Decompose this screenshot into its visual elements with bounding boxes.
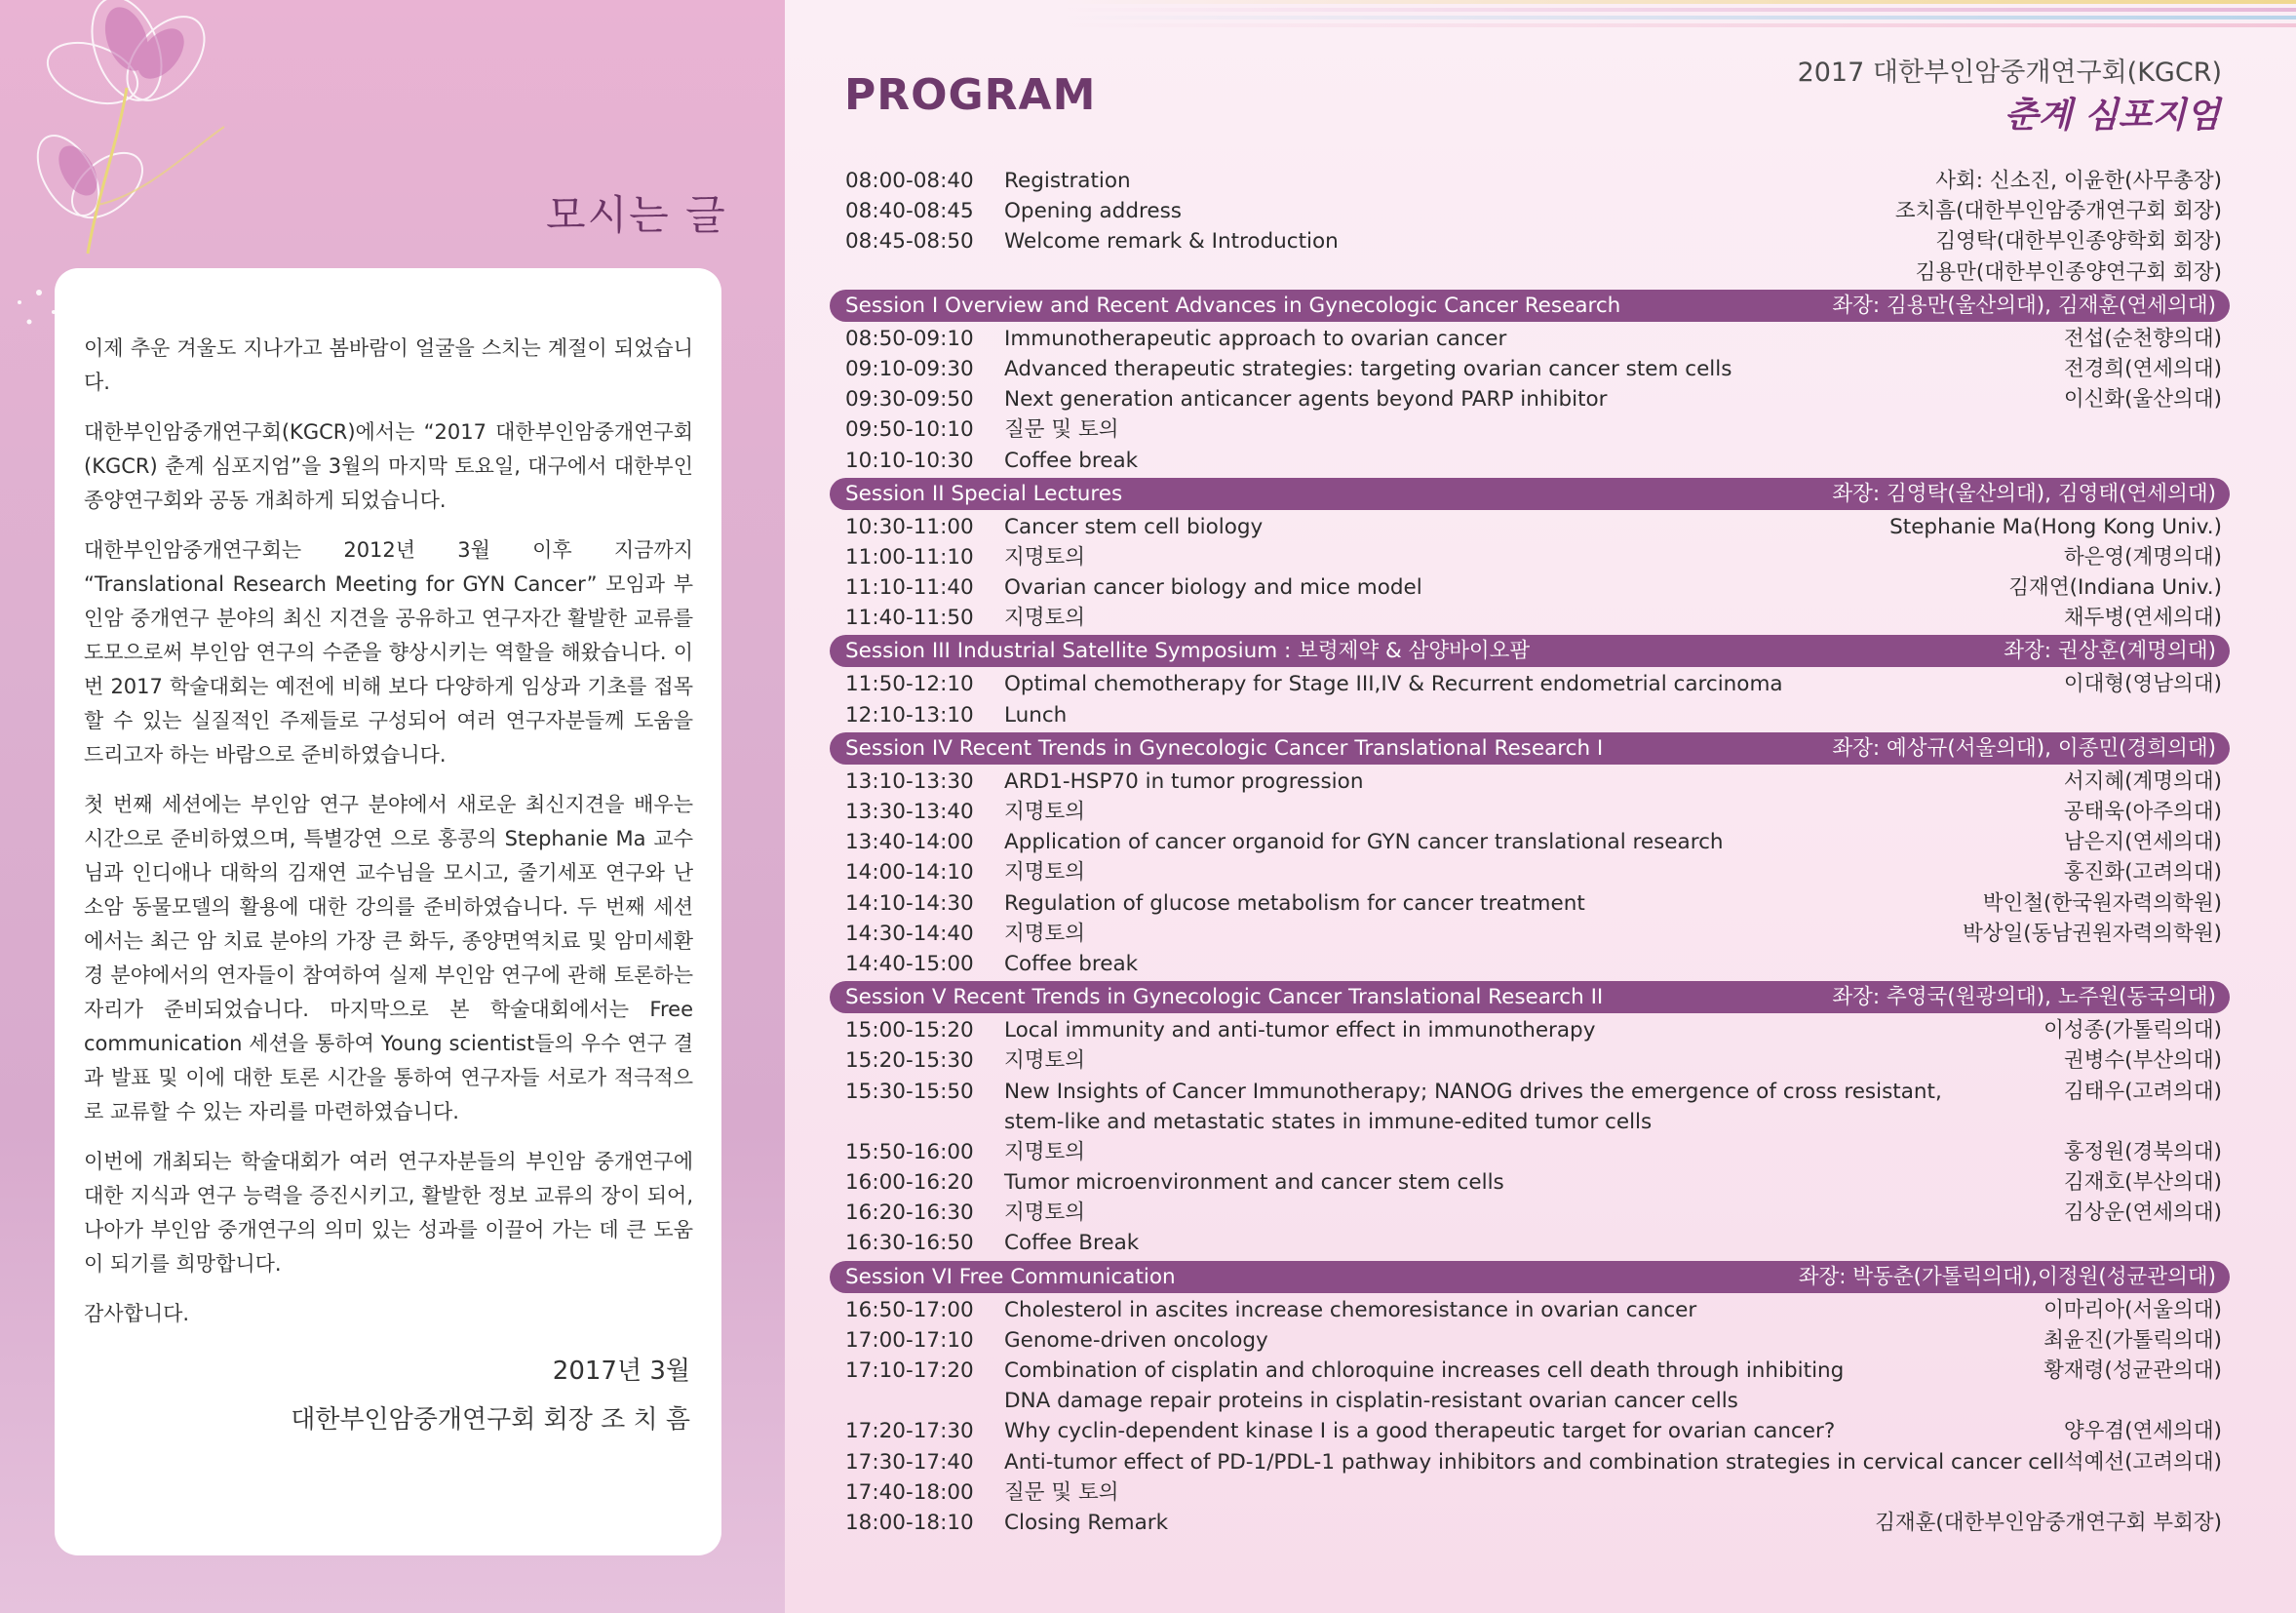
schedule-time: 08:00-08:40 (845, 169, 974, 193)
schedule-time: 15:20-15:30 (845, 1048, 974, 1074)
schedule-title: Lunch (1004, 702, 1068, 728)
schedule-time: 15:50-16:00 (845, 1139, 974, 1164)
schedule-time: 16:20-16:30 (845, 1200, 974, 1226)
schedule-row (830, 572, 2230, 603)
schedule-time: 12:10-13:10 (845, 702, 974, 728)
schedule-speaker: 남은지(연세의대) (2063, 830, 2222, 855)
schedule-speaker: 권병수(부산의대) (2063, 1048, 2222, 1074)
letter-date: 2017년 3월 (552, 1357, 690, 1386)
top-stripes (1063, 0, 2296, 39)
schedule-speaker: 하은영(계명의대) (2063, 544, 2222, 570)
schedule-title: 질문 및 토의 (1004, 1479, 1119, 1505)
session-chair: 좌장: 권상훈(계명의대) (2004, 639, 2216, 664)
session-label: Session VI Free Communication (845, 1264, 1176, 1289)
schedule-row (830, 354, 2230, 384)
schedule-title: Closing Remark (1004, 1510, 1169, 1535)
schedule-row (830, 257, 2230, 288)
schedule-row (830, 226, 2230, 256)
schedule-title: Optimal chemotherapy for Stage III,IV & Recurrent endometrial carcinoma (1004, 672, 1783, 697)
program-schedule (830, 166, 2230, 1538)
session-label: Session I Overview and Recent Advances in Gynecologic Cancer Research (845, 293, 1621, 318)
schedule-speaker: 이마리아(서울의대) (2043, 1297, 2222, 1322)
symposium-title: 2017 대한부인암중개연구회(KGCR) (1797, 58, 2222, 88)
letter-body (84, 332, 693, 1347)
schedule-time: 11:40-11:50 (845, 606, 974, 631)
schedule-row (830, 888, 2230, 919)
schedule-speaker: 석예선(고려의대) (2063, 1449, 2222, 1475)
session-header (830, 635, 2230, 667)
schedule-row (830, 1295, 2230, 1325)
letter-paragraph: 대한부인암중개연구회(KGCR)에서는 “2017 대한부인암중개연구회(KGCR) 춘계 심포지엄”을 3월의 마지막 토요일, 대구에서 대한부인종양연구회와 공동 개최하게 되었습니다. (84, 420, 693, 512)
schedule-speaker: 이성종(가톨릭의대) (2043, 1018, 2222, 1043)
schedule-time: 14:40-15:00 (845, 951, 974, 976)
schedule-title: Opening address (1004, 199, 1182, 224)
schedule-time: 16:50-17:00 (845, 1297, 974, 1322)
schedule-row (830, 1045, 2230, 1076)
schedule-row (830, 542, 2230, 572)
schedule-speaker: 홍정원(경북의대) (2063, 1139, 2222, 1164)
session-header (830, 290, 2230, 322)
session-header (830, 981, 2230, 1013)
letter-card (55, 268, 721, 1555)
schedule-time: 17:20-17:30 (845, 1419, 974, 1444)
schedule-row (830, 1386, 2230, 1416)
schedule-speaker: 조치흠(대한부인암중개연구회 회장) (1894, 199, 2222, 224)
schedule-speaker: 박상일(동남권원자력의학원) (1962, 921, 2222, 946)
schedule-speaker: 최윤진(가톨릭의대) (2043, 1327, 2222, 1353)
session-chair: 좌장: 김용만(울산의대), 김재훈(연세의대) (1832, 293, 2216, 318)
schedule-title: Genome-driven oncology (1004, 1327, 1268, 1353)
schedule-title: 지명토의 (1004, 800, 1086, 824)
schedule-time: 15:00-15:20 (845, 1018, 974, 1043)
schedule-row (830, 827, 2230, 857)
schedule-title: Registration (1004, 169, 1131, 193)
schedule-row (830, 446, 2230, 476)
schedule-time: 17:10-17:20 (845, 1358, 974, 1383)
schedule-time: 09:30-09:50 (845, 387, 974, 413)
schedule-row (830, 1416, 2230, 1446)
schedule-row (830, 1077, 2230, 1107)
schedule-speaker: 김재훈(대한부인암중개연구회 부회장) (1875, 1510, 2222, 1535)
schedule-row (830, 1325, 2230, 1356)
schedule-time: 16:30-16:50 (845, 1231, 974, 1256)
letter-paragraph: 첫 번째 세션에는 부인암 연구 분야에서 새로운 최신지견을 배우는 시간으로 준비하였으며, 특별강연 으로 홍콩의 Stephanie Ma 교수님과 인디애나 대학의 김재연 교수님을 모시고, 줄기세포 연구와 난소암 동물모델의 활용에 대한 강의를 준비하였습니다. 두 번째 세션에서는 최근 암 치료 분야의 가장 큰 화두, 종양면역치료 및 암미세환경 분야에서의 연자들이 참여하여 실제 부인암 연구에 관해 토론하는 자리가 준비되었습니다. 마지막으로 본 학술대회에서는 Free communication 세션을 통하여 Young scientist들의 우수 연구 결과 발표 및 이에 대한 토론 시간을 통하여 연구자들 서로가 적극적으로 교류할 수 있는 자리를 마련하였습니다. (84, 793, 693, 1123)
stripe (1063, 0, 2296, 4)
schedule-title: 지명토의 (1004, 1200, 1086, 1226)
schedule-title: Coffee Break (1004, 1231, 1140, 1256)
schedule-row (830, 196, 2230, 226)
schedule-time: 13:10-13:30 (845, 768, 974, 794)
session-header (830, 478, 2230, 510)
schedule-time: 16:00-16:20 (845, 1170, 974, 1196)
schedule-title: 지명토의 (1004, 921, 1086, 946)
session-chair: 좌장: 예상규(서울의대), 이종민(경희의대) (1832, 735, 2216, 761)
letter-paragraph: 대한부인암중개연구회는 2012년 3월 이후 지금까지 “Translational Research Meeting for GYN Cancer” 모임과 부인암 중개연구 분야의 최신 지견을 공유하고 연구자간 활발한 교류를 도모으로써 부인암 연구의 수준을 향상시키는 역할을 해왔습니다. 이번 2017 학술대회는 예전에 비해 보다 다양하게 임상과 기초를 접목 할 수 있는 실질적인 주제들로 구성되어 여러 연구자분들께 도움을 드리고자 하는 바람으로 준비하였습니다. (84, 538, 693, 767)
schedule-speaker: 전섭(순천향의대) (2063, 326, 2222, 351)
schedule-title: 지명토의 (1004, 606, 1086, 631)
schedule-title: Advanced therapeutic strategies: targeting ovarian cancer stem cells (1004, 356, 1732, 381)
schedule-row (830, 1107, 2230, 1137)
schedule-row (830, 166, 2230, 196)
schedule-time: 11:50-12:10 (845, 672, 974, 697)
schedule-title: New Insights of Cancer Immunotherapy; NANOG drives the emergence of cross resistant, (1004, 1079, 1942, 1104)
schedule-time: 13:30-13:40 (845, 800, 974, 824)
schedule-row (830, 324, 2230, 354)
schedule-speaker: 김재호(부산의대) (2063, 1170, 2222, 1196)
schedule-speaker: 공태욱(아주의대) (2063, 800, 2222, 824)
schedule-speaker: 김용만(대한부인종양연구회 회장) (1915, 259, 2222, 285)
session-label: Session V Recent Trends in Gynecologic Cancer Translational Research II (845, 985, 1604, 1010)
program-title: PROGRAM (844, 70, 1097, 120)
schedule-title: Tumor microenvironment and cancer stem cells (1004, 1170, 1504, 1196)
schedule-row (830, 1447, 2230, 1477)
schedule-title: 지명토의 (1004, 860, 1086, 885)
schedule-row (830, 414, 2230, 445)
schedule-title: Immunotherapeutic approach to ovarian cancer (1004, 326, 1507, 351)
schedule-title: 지명토의 (1004, 1139, 1086, 1164)
schedule-row (830, 700, 2230, 730)
stripe (1063, 23, 2296, 27)
symposium-subtitle: 춘계 심포지엄 (2004, 95, 2220, 136)
schedule-row (830, 857, 2230, 887)
schedule-speaker: 이대형(영남의대) (2063, 672, 2222, 697)
schedule-title: Ovarian cancer biology and mice model (1004, 575, 1422, 601)
schedule-speaker: 김재연(Indiana Univ.) (2008, 575, 2222, 601)
schedule-title: Local immunity and anti-tumor effect in immunotherapy (1004, 1018, 1596, 1043)
schedule-time: 09:50-10:10 (845, 417, 974, 443)
schedule-time: 11:10-11:40 (845, 575, 974, 601)
schedule-time: 09:10-09:30 (845, 356, 974, 381)
letter-paragraph: 감사합니다. (84, 1302, 190, 1325)
schedule-row (830, 1228, 2230, 1258)
schedule-speaker: 채두병(연세의대) (2063, 606, 2222, 631)
schedule-time: 10:30-11:00 (845, 514, 974, 539)
schedule-time: 17:30-17:40 (845, 1449, 974, 1475)
schedule-time: 13:40-14:00 (845, 830, 974, 855)
schedule-speaker: Stephanie Ma(Hong Kong Univ.) (1889, 514, 2222, 539)
schedule-title: Welcome remark & Introduction (1004, 229, 1339, 255)
schedule-row (830, 949, 2230, 979)
schedule-row (830, 669, 2230, 699)
schedule-speaker: 이신화(울산의대) (2063, 387, 2222, 413)
schedule-row (830, 919, 2230, 949)
schedule-time: 08:50-09:10 (845, 326, 974, 351)
schedule-speaker: 사회: 신소진, 이윤한(사무총장) (1935, 169, 2222, 193)
schedule-row (830, 1015, 2230, 1045)
left-panel (0, 0, 785, 1613)
schedule-time: 14:10-14:30 (845, 890, 974, 916)
schedule-time: 18:00-18:10 (845, 1510, 974, 1535)
schedule-title: ARD1-HSP70 in tumor progression (1004, 768, 1364, 794)
schedule-row (830, 797, 2230, 827)
schedule-row (830, 1167, 2230, 1198)
schedule-speaker: 전경희(연세의대) (2063, 356, 2222, 381)
schedule-time: 15:30-15:50 (845, 1079, 974, 1104)
schedule-title: Why cyclin-dependent kinase I is a good therapeutic target for ovarian cancer? (1004, 1419, 1836, 1444)
session-chair: 좌장: 박동춘(가톨릭의대),이정원(성균관의대) (1798, 1264, 2216, 1289)
schedule-row (830, 1198, 2230, 1228)
letter-signature: 대한부인암중개연구회 회장 조 치 흠 (291, 1405, 690, 1435)
schedule-title: Coffee break (1004, 951, 1139, 976)
session-header (830, 1261, 2230, 1293)
schedule-time: 11:00-11:10 (845, 544, 974, 570)
session-label: Session II Special Lectures (845, 481, 1123, 506)
schedule-row (830, 603, 2230, 633)
schedule-title: 지명토의 (1004, 544, 1086, 570)
schedule-time: 17:40-18:00 (845, 1479, 974, 1505)
schedule-row (830, 1508, 2230, 1538)
session-header (830, 732, 2230, 765)
session-label: Session IV Recent Trends in Gynecologic Cancer Translational Research I (845, 735, 1604, 761)
schedule-speaker: 양우겸(연세의대) (2063, 1419, 2222, 1444)
schedule-title: Cholesterol in ascites increase chemoresistance in ovarian cancer (1004, 1297, 1697, 1322)
schedule-speaker: 김태우(고려의대) (2063, 1079, 2222, 1104)
schedule-row (830, 512, 2230, 542)
session-chair: 좌장: 김영탁(울산의대), 김영태(연세의대) (1832, 481, 2216, 506)
letter-title: 모시는 글 (546, 191, 727, 239)
schedule-time: 14:30-14:40 (845, 921, 974, 946)
schedule-row (830, 767, 2230, 797)
schedule-time: 10:10-10:30 (845, 448, 974, 473)
schedule-title: 지명토의 (1004, 1048, 1086, 1074)
schedule-time: 14:00-14:10 (845, 860, 974, 885)
schedule-speaker: 황재령(성균관의대) (2043, 1358, 2222, 1383)
schedule-speaker: 김상운(연세의대) (2063, 1200, 2222, 1226)
session-chair: 좌장: 추영국(원광의대), 노주원(동국의대) (1832, 985, 2216, 1010)
stripe (1063, 16, 2296, 20)
schedule-row (830, 1137, 2230, 1167)
letter-paragraph: 이제 추운 겨울도 지나가고 봄바람이 얼굴을 스치는 계절이 되었습니다. (84, 336, 693, 394)
schedule-time: 08:45-08:50 (845, 229, 974, 255)
schedule-row (830, 1477, 2230, 1508)
schedule-title: Regulation of glucose metabolism for cancer treatment (1004, 890, 1585, 916)
schedule-speaker: 서지혜(계명의대) (2063, 768, 2222, 794)
schedule-title: Combination of cisplatin and chloroquine increases cell death through inhibiting (1004, 1358, 1845, 1383)
letter-paragraph: 이번에 개최되는 학술대회가 여러 연구자분들의 부인암 중개연구에 대한 지식과 연구 능력을 증진시키고, 활발한 정보 교류의 장이 되어, 나아가 부인암 중개연구의 의미 있는 성과를 이끌어 가는 데 큰 도움이 되기를 희망합니다. (84, 1150, 693, 1276)
schedule-title: Coffee break (1004, 448, 1139, 473)
schedule-row (830, 384, 2230, 414)
schedule-time: 08:40-08:45 (845, 199, 974, 224)
schedule-time: 17:00-17:10 (845, 1327, 974, 1353)
schedule-speaker: 김영탁(대한부인종양학회 회장) (1935, 229, 2222, 255)
schedule-title: 질문 및 토의 (1004, 417, 1119, 443)
schedule-title: Application of cancer organoid for GYN cancer translational research (1004, 830, 1724, 855)
schedule-speaker: 박인철(한국원자력의학원) (1982, 890, 2222, 916)
schedule-row (830, 1356, 2230, 1386)
schedule-title: Next generation anticancer agents beyond PARP inhibitor (1004, 387, 1608, 413)
stripe (1063, 8, 2296, 12)
schedule-title: DNA damage repair proteins in cisplatin-resistant ovarian cancer cells (1004, 1389, 1738, 1414)
schedule-title: Cancer stem cell biology (1004, 514, 1264, 539)
schedule-speaker: 홍진화(고려의대) (2063, 860, 2222, 885)
schedule-title: Anti-tumor effect of PD-1/PDL-1 pathway inhibitors and combination strategies in cervical cancer cell (1004, 1449, 2065, 1475)
session-label: Session III Industrial Satellite Symposium : 보령제약 & 삼양바이오팜 (845, 639, 1531, 664)
schedule-title: stem-like and metastatic states in immune-edited tumor cells (1004, 1109, 1653, 1134)
